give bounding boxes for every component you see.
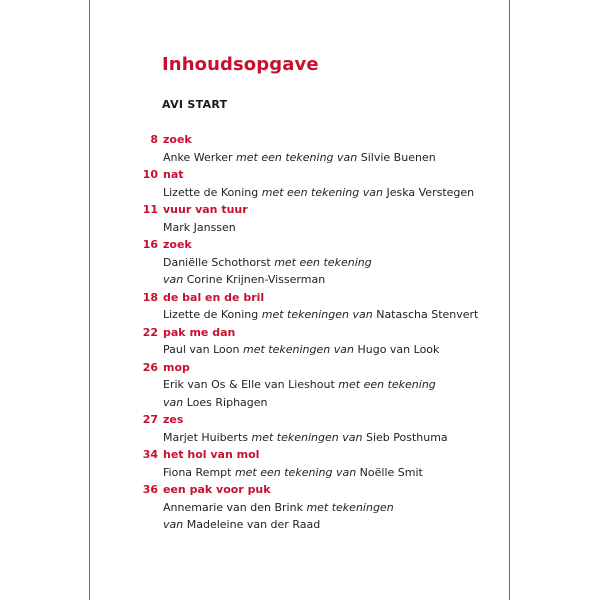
toc-entry-heading [90,446,511,464]
toc-entry [90,166,511,201]
credit-name: Paul van Loon [163,343,243,356]
toc-credit-line [163,149,436,167]
toc-story-title: de bal en de bril [163,290,265,304]
credit-name: Corine Krijnen-Visserman [183,273,326,286]
credit-connector: met tekeningen [251,430,343,444]
credit-name: Daniëlle Schothorst [163,255,275,269]
credit-connector: van [335,465,357,479]
credit-connector: met een tekening [234,465,336,479]
credit-connector: met een tekening [236,150,338,164]
toc-entry [90,411,511,446]
toc-story-title: pak me dan [163,325,236,339]
toc-credit-line [163,341,439,359]
toc-page-number: 11 [142,203,158,216]
toc-page-number: 16 [142,238,158,251]
section-heading: AVI START [162,98,228,111]
toc-entry [90,201,511,236]
toc-page-number: 10 [142,168,158,181]
toc-credit-line [163,376,436,394]
credit-connector: van [163,395,184,409]
toc-entry [90,359,511,412]
toc-entry [90,446,511,481]
credit-connector: van [333,343,354,356]
toc-credit-line [163,306,478,324]
credit-name: Sieb Posthuma [362,430,448,444]
toc-page-number: 27 [142,413,158,426]
credit-name: Madeleine van der Raad [183,518,321,531]
toc-entry [90,236,511,289]
toc-entry [90,324,511,359]
toc-story-title: zoek [163,133,192,146]
credit-connector: van [163,518,184,531]
credit-name: Natascha Stenvert [372,308,479,321]
toc-entry [90,131,511,166]
toc-story-title: zes [163,413,184,426]
toc-entry [90,289,511,324]
toc-story-title: een pak voor puk [163,483,271,496]
credit-name: Erik van Os & Elle van Lieshout [163,378,339,391]
credit-name: Annemarie van den Brink [163,500,307,514]
credit-connector: met een tekening [261,185,363,199]
credit-connector: van [163,273,184,286]
toc-entry-heading [90,131,511,149]
toc-credit-line [163,464,423,482]
toc-credit-line [163,499,394,517]
toc-story-title: het hol van mol [163,448,260,461]
credit-connector: met een tekening [338,378,436,391]
toc-credit-line [163,254,372,272]
credit-connector: met tekeningen [306,500,394,514]
toc-entry-heading [90,359,511,377]
toc-page-number: 36 [142,483,158,496]
credit-name: Lizette de Koning [163,308,262,321]
toc-story-title: zoek [163,238,192,251]
toc-entry-heading [90,411,511,429]
toc-credit-line [163,184,474,202]
toc-entry-heading [90,236,511,254]
toc-credit-line [163,429,448,447]
toc-credit-line [163,219,236,237]
credit-connector: van [362,185,383,199]
toc-story-title: nat [163,168,184,181]
credit-name: Loes Riphagen [183,395,268,409]
toc-page-number: 18 [142,290,158,304]
toc-page-number: 34 [142,448,158,461]
toc-entry-heading [90,324,511,342]
toc-page-number: 8 [150,133,158,146]
credit-name: Lizette de Koning [163,185,262,199]
credit-name: Anke Werker [163,150,237,164]
credit-connector: met een tekening [274,255,372,269]
credit-name: Silvie Buenen [357,150,436,164]
toc-story-title: vuur van tuur [163,203,248,216]
toc-credit-line [163,394,268,412]
credit-name: Noëlle Smit [356,465,423,479]
toc-entry-heading [90,481,511,499]
toc-entry-heading [90,289,511,307]
page-title: Inhoudsopgave [162,54,319,75]
toc-credit-line [163,271,325,289]
table-of-contents [90,131,511,534]
book-page [89,0,510,600]
toc-credit-line [163,516,320,534]
credit-name: Hugo van Look [353,343,440,356]
credit-name: Jeska Verstegen [382,185,475,199]
credit-connector: met tekeningen [261,308,353,321]
toc-story-title: mop [163,360,190,374]
credit-name: Fiona Rempt [163,465,235,479]
credit-connector: van [342,430,363,444]
toc-page-number: 22 [142,325,158,339]
credit-name: Mark Janssen [163,220,236,234]
toc-entry-heading [90,166,511,184]
toc-entry-heading [90,201,511,219]
credit-connector: met tekeningen [243,343,334,356]
credit-connector: van [337,150,358,164]
toc-page-number: 26 [142,360,158,374]
credit-name: Marjet Huiberts [163,430,252,444]
toc-entry [90,481,511,534]
credit-connector: van [352,308,373,321]
